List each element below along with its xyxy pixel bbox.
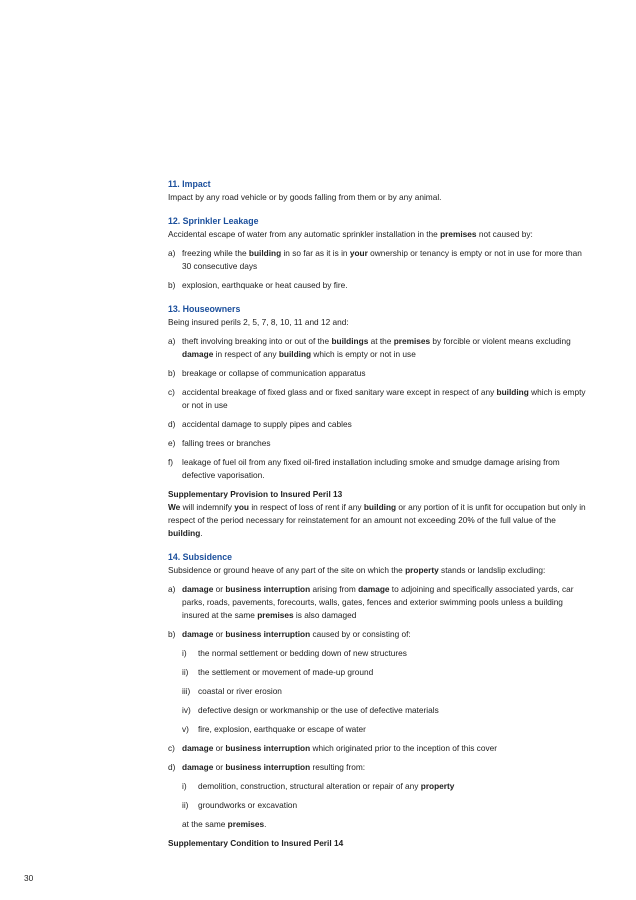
policy-content	[168, 178, 586, 850]
list-item	[168, 456, 586, 482]
section-heading-subsidence: 14. Subsidence	[168, 552, 233, 562]
item-label: d)	[168, 419, 176, 429]
sub-item-label: iii)	[182, 686, 191, 696]
item-label: a)	[168, 336, 176, 346]
sub-list-item	[168, 723, 586, 736]
sub-item-label: i)	[182, 781, 187, 791]
sprinkler-intro: Accidental escape of water from any automatic sprinkler installation in the premises not caused by:	[168, 229, 533, 239]
item-label: b)	[168, 280, 176, 290]
list-item	[168, 437, 586, 450]
list-item	[168, 418, 586, 431]
supplementary-condition-heading: Supplementary Condition to Insured Peril 14	[168, 838, 344, 848]
list-item	[168, 279, 586, 292]
item-text: damage or business interruption arising from damage to adjoining and specifically associated yards, car parks, roads, pavements, forecourts, walls, gates, fences and exterior swimming pools unless a building insured at the same premises is also damaged	[182, 584, 574, 620]
sub-item-label: ii)	[182, 667, 189, 677]
sub-item-text: fire, explosion, earthquake or escape of water	[198, 724, 366, 734]
list-item	[168, 583, 586, 622]
subsidence-intro: Subsidence or ground heave of any part of the site on which the property stands or landslip excluding:	[168, 565, 546, 575]
item-text: accidental breakage of fixed glass and or fixed sanitary ware except in respect of any building which is empty or not in use	[182, 387, 586, 410]
item-label: a)	[168, 248, 176, 258]
sub-list-item	[168, 666, 586, 679]
item-label: b)	[168, 629, 176, 639]
item-d-tail: at the same premises.	[182, 819, 267, 829]
sub-item-label: v)	[182, 724, 189, 734]
item-text: theft involving breaking into or out of the buildings at the premises by forcible or violent means excluding damage in respect of any building which is empty or not in use	[182, 336, 571, 359]
item-text: breakage or collapse of communication apparatus	[182, 368, 366, 378]
item-text: damage or business interruption which originated prior to the inception of this cover	[182, 743, 497, 753]
sub-item-label: i)	[182, 648, 187, 658]
item-label: e)	[168, 438, 176, 448]
list-item	[168, 247, 586, 273]
item-text: damage or business interruption resulting from:	[182, 762, 366, 772]
item-label: c)	[168, 743, 175, 753]
sub-item-label: ii)	[182, 800, 189, 810]
item-text: falling trees or branches	[182, 438, 271, 448]
item-text: damage or business interruption caused by or consisting of:	[182, 629, 411, 639]
item-label: c)	[168, 387, 175, 397]
sub-item-text: coastal or river erosion	[198, 686, 282, 696]
sub-item-text: demolition, construction, structural alteration or repair of any property	[198, 781, 455, 791]
item-label: b)	[168, 368, 176, 378]
list-item	[168, 386, 586, 412]
sub-item-text: the normal settlement or bedding down of new structures	[198, 648, 407, 658]
supplementary-provision-heading: Supplementary Provision to Insured Peril 13	[168, 489, 343, 499]
item-label: a)	[168, 584, 176, 594]
list-item	[168, 761, 586, 774]
list-item	[168, 367, 586, 380]
sub-item-text: defective design or workmanship or the use of defective materials	[198, 705, 439, 715]
item-label: f)	[168, 457, 174, 467]
item-label: d)	[168, 762, 176, 772]
list-item	[168, 742, 586, 755]
sub-item-label: iv)	[182, 705, 191, 715]
sub-item-text: groundworks or excavation	[198, 800, 298, 810]
item-text: leakage of fuel oil from any fixed oil-fired installation including smoke and smudge damage arising from defective vaporisation.	[182, 457, 560, 480]
impact-text: Impact by any road vehicle or by goods falling from them or by any animal.	[168, 192, 442, 202]
sub-list-item	[168, 799, 586, 812]
section-heading-sprinkler-leakage: 12. Sprinkler Leakage	[168, 216, 259, 226]
item-text: freezing while the building in so far as it is in your ownership or tenancy is empty or not in use for more than 30 consecutive days	[182, 248, 582, 271]
houseowners-intro: Being insured perils 2, 5, 7, 8, 10, 11 and 12 and:	[168, 317, 349, 327]
page-number: 30	[24, 873, 34, 883]
sub-item-text: the settlement or movement of made-up ground	[198, 667, 374, 677]
supplementary-provision-text: We will indemnify you in respect of loss of rent if any building or any portion of it is unfit for occupation but only in respect of the period necessary for reinstatement for an amount not exceeding 20% of the full value of the building.	[168, 502, 586, 538]
section-heading-houseowners: 13. Houseowners	[168, 304, 241, 314]
sub-list-item	[168, 647, 586, 660]
list-item	[168, 335, 586, 361]
item-text: explosion, earthquake or heat caused by fire.	[182, 280, 348, 290]
sub-list-item	[168, 704, 586, 717]
item-text: accidental damage to supply pipes and cables	[182, 419, 352, 429]
sub-list-item	[168, 780, 586, 793]
list-item	[168, 628, 586, 641]
sub-list-item	[168, 685, 586, 698]
section-heading-impact: 11. Impact	[168, 179, 211, 189]
